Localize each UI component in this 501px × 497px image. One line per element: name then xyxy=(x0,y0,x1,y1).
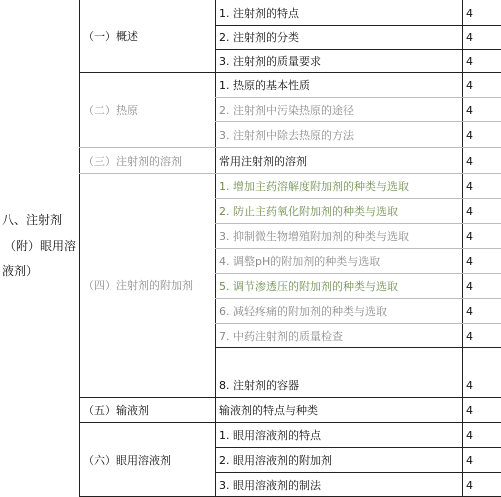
section-divider xyxy=(79,147,501,148)
item-level: 4 xyxy=(466,255,473,268)
row-divider xyxy=(215,273,501,274)
item-level: 4 xyxy=(466,454,473,467)
item-level: 4 xyxy=(466,379,473,392)
item-level: 4 xyxy=(466,7,473,20)
item-level: 4 xyxy=(466,479,473,492)
item-text: 常用注射剂的溶剂 xyxy=(219,155,307,168)
item-level: 4 xyxy=(466,230,473,243)
item-level: 4 xyxy=(466,330,473,343)
unit-label: （六）眼用溶液剂 xyxy=(83,454,171,467)
item-text: 1. 眼用溶液剂的特点 xyxy=(219,429,321,442)
item-text: 2. 防止主药氧化附加剂的种类与选取 xyxy=(219,205,398,218)
row-divider xyxy=(215,121,501,122)
item-text: 4. 调整pH的附加剂的种类与选取 xyxy=(219,255,381,268)
row-divider xyxy=(215,248,501,249)
item-level: 4 xyxy=(466,155,473,168)
item-level: 4 xyxy=(466,104,473,117)
section-divider xyxy=(79,72,501,73)
item-text: 3. 注射剂的质量要求 xyxy=(219,55,321,68)
section-divider xyxy=(79,422,501,423)
item-level: 4 xyxy=(466,31,473,44)
row-divider xyxy=(215,97,501,98)
row-divider xyxy=(215,198,501,199)
item-level: 4 xyxy=(466,205,473,218)
item-text: 3. 抑制微生物增殖附加剂的种类与选取 xyxy=(219,230,409,243)
unit-label: （三）注射剂的溶剂 xyxy=(83,155,182,168)
item-text: 3. 眼用溶液剂的制法 xyxy=(219,479,321,492)
item-level: 4 xyxy=(466,280,473,293)
unit-label: （一）概述 xyxy=(83,30,138,43)
item-text: 1. 热原的基本性质 xyxy=(219,79,310,92)
item-level: 4 xyxy=(466,79,473,92)
item-text: 2. 注射剂的分类 xyxy=(219,31,299,44)
item-text: 6. 减轻疼痛的附加剂的种类与选取 xyxy=(219,305,387,318)
row-divider xyxy=(215,223,501,224)
item-text: 7. 中药注射剂的质量检查 xyxy=(219,330,343,343)
row-divider xyxy=(215,25,501,26)
item-text: 输液剂的特点与种类 xyxy=(219,404,318,417)
item-level: 4 xyxy=(466,55,473,68)
item-text: 1. 注射剂的特点 xyxy=(219,7,299,20)
item-level: 4 xyxy=(466,305,473,318)
row-divider xyxy=(215,347,501,348)
unit-label: （四）注射剂的附加剂 xyxy=(83,279,193,292)
item-level: 4 xyxy=(466,404,473,417)
item-text: 2. 注射剂中污染热原的途径 xyxy=(219,104,354,117)
chapter-title-line-3: 液剂） xyxy=(2,264,39,278)
item-text: 5. 调节渗透压的附加剂的种类与选取 xyxy=(219,280,398,293)
chapter-title-line-1: 八、注射剂 xyxy=(2,213,63,227)
item-level: 4 xyxy=(466,129,473,142)
unit-label: （五）输液剂 xyxy=(83,404,149,417)
row-divider xyxy=(215,298,501,299)
item-text: 1. 增加主药溶解度附加剂的种类与选取 xyxy=(219,180,409,193)
row-divider xyxy=(215,49,501,50)
unit-label: （二）热原 xyxy=(83,104,138,117)
row-divider xyxy=(215,447,501,448)
section-divider xyxy=(79,397,501,398)
item-text: 3. 注射剂中除去热原的方法 xyxy=(219,129,354,142)
item-level: 4 xyxy=(466,429,473,442)
section-divider xyxy=(79,173,501,174)
item-text: 8. 注射剂的容器 xyxy=(219,379,299,392)
row-divider xyxy=(215,472,501,473)
item-level: 4 xyxy=(466,180,473,193)
chapter-title-line-2: （附）眼用溶 xyxy=(4,239,77,253)
item-text: 2. 眼用溶液剂的附加剂 xyxy=(219,454,332,467)
row-divider xyxy=(215,323,501,324)
